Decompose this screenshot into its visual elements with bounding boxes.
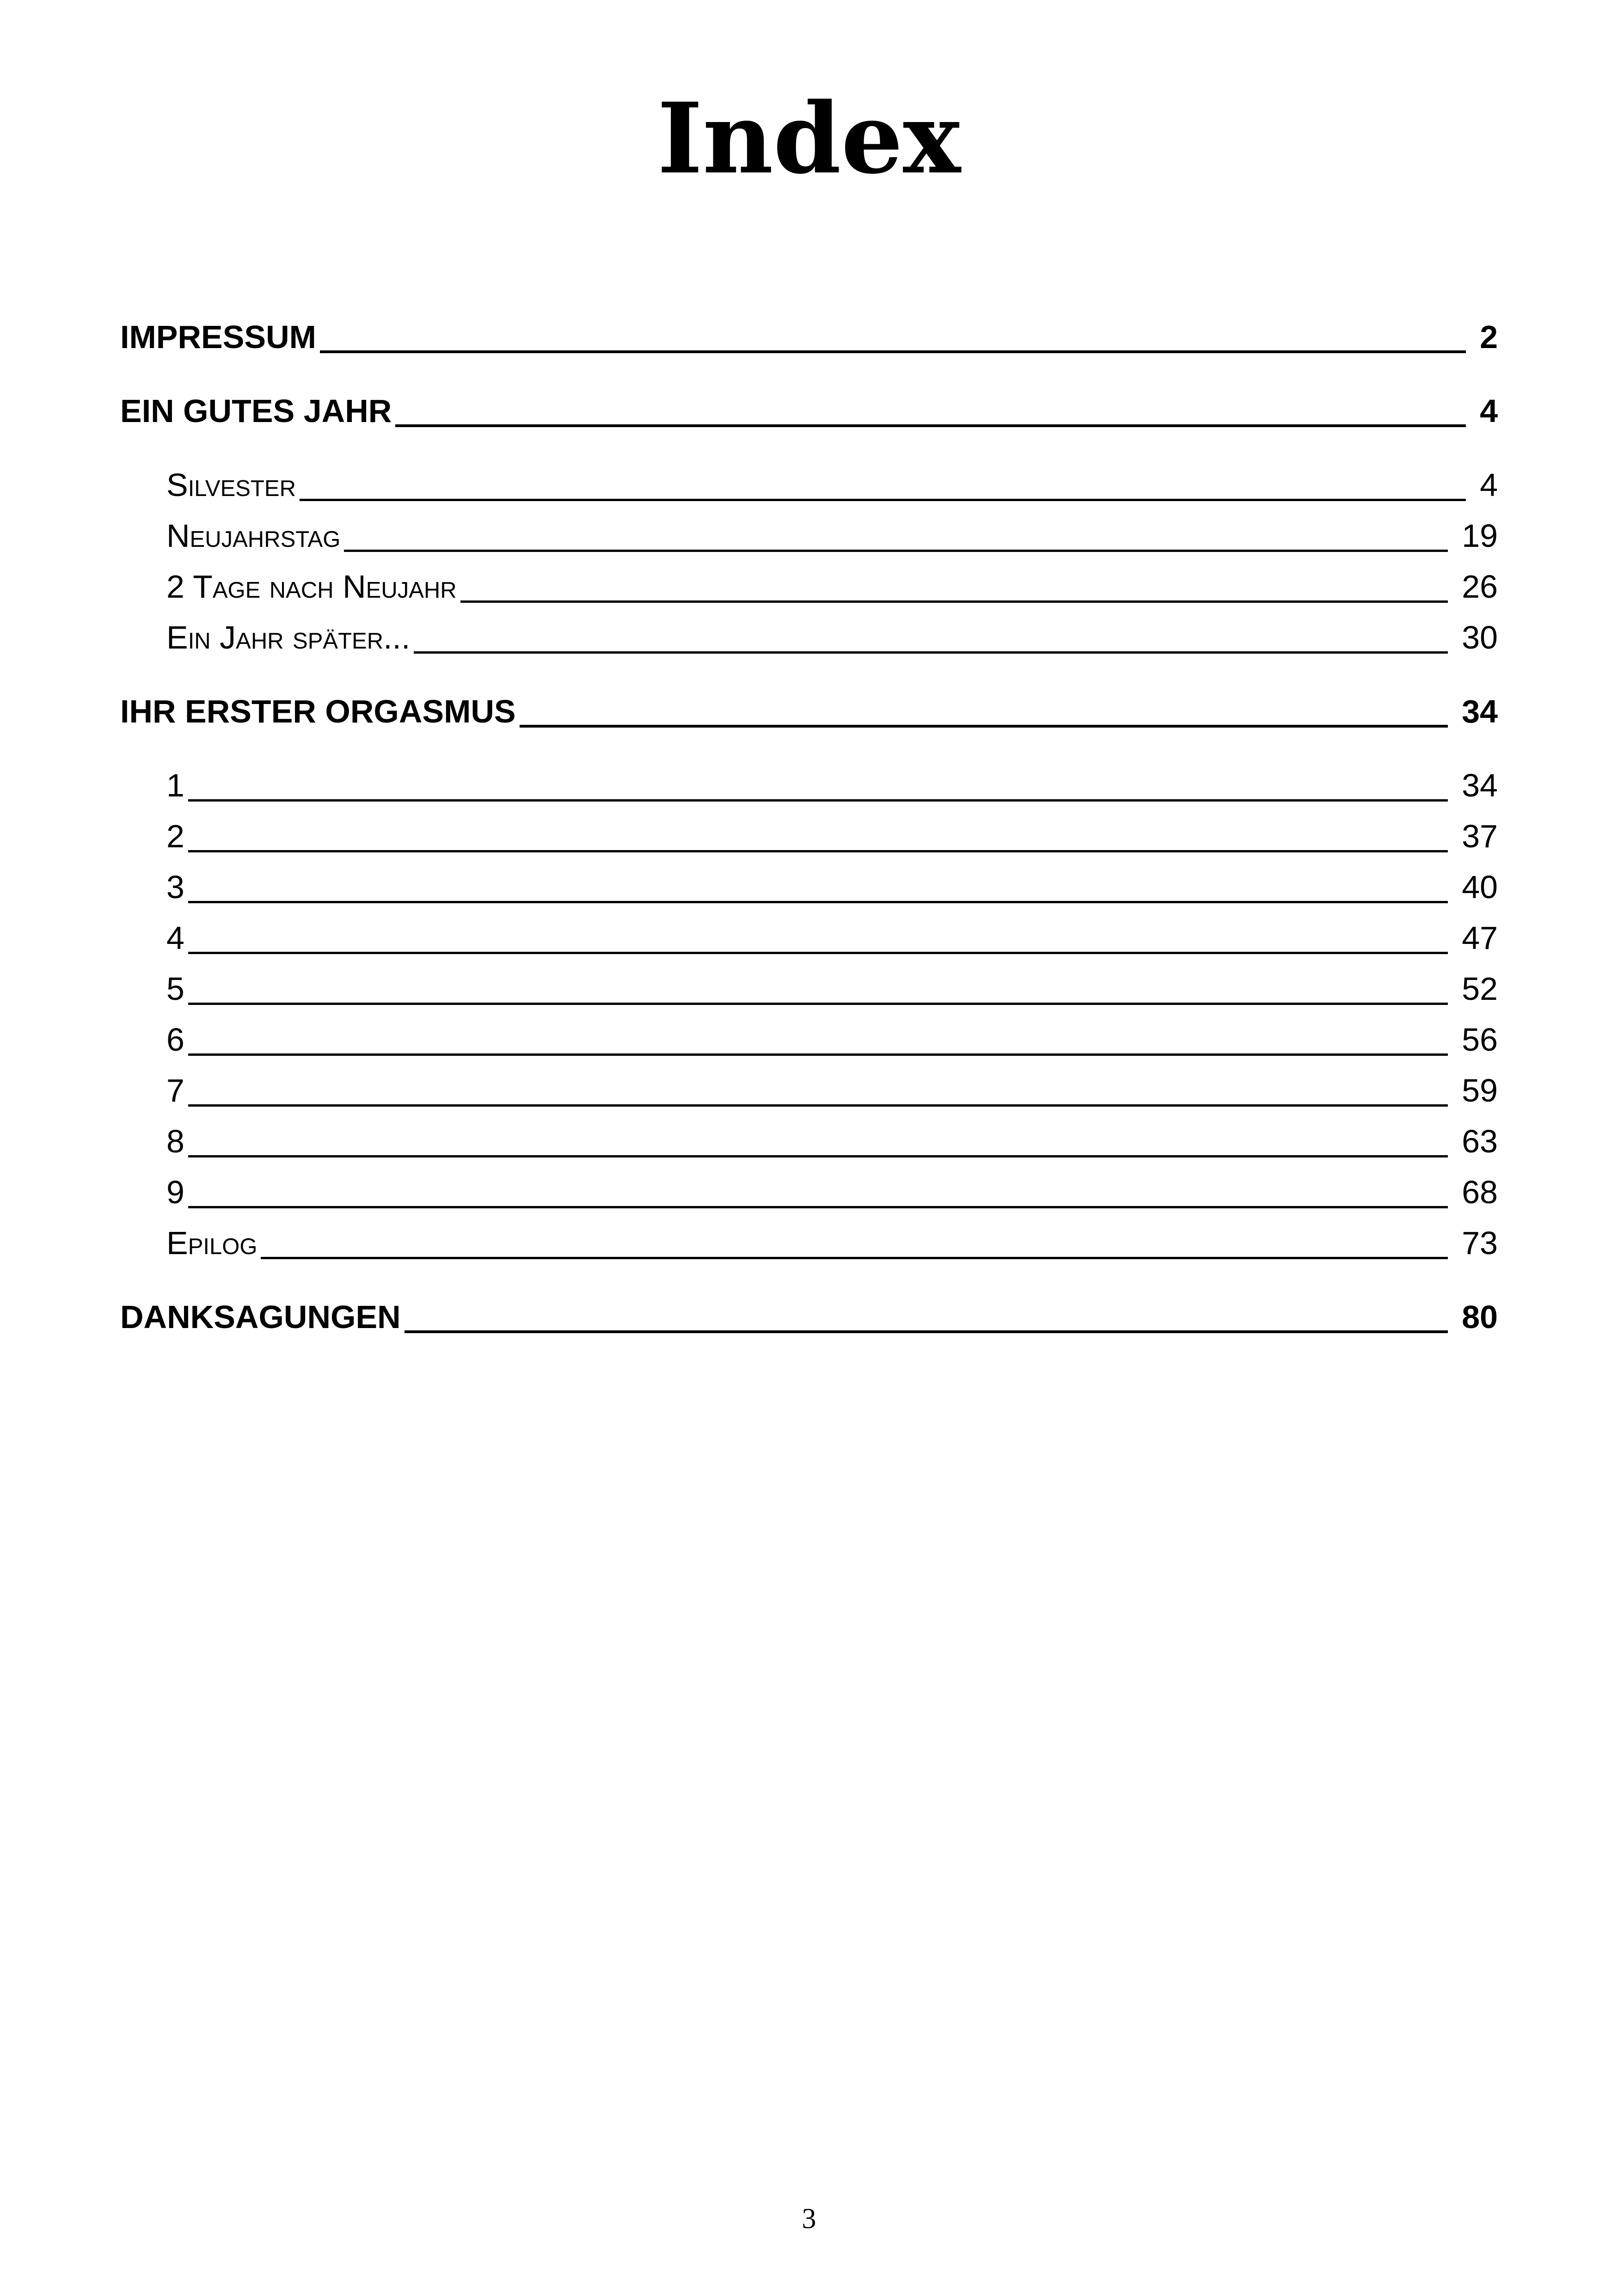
toc-page-number: 52 [1462,971,1498,1007]
toc-entry-label: 7 [166,1072,184,1108]
toc-entry-ein-gutes-jahr[interactable] [120,384,1498,430]
toc-entry-label: EIN GUTES JAHR [120,393,392,429]
toc-page-number: 40 [1462,869,1498,905]
toc-page-number: 37 [1462,818,1498,854]
toc-entry-silvester[interactable] [166,458,1498,504]
toc-entry-chapter-1[interactable] [166,758,1498,804]
toc-leader-line [395,424,1466,427]
toc-leader-line [188,1053,1448,1056]
toc-entry-chapter-4[interactable] [166,911,1498,957]
toc-entry-label: Ein Jahr später... [166,619,411,655]
toc-entry-label: 2 [166,818,184,854]
toc-page-number: 59 [1462,1072,1498,1108]
toc-page-number: 34 [1462,767,1498,803]
toc-entry-impressum[interactable] [120,310,1498,356]
toc-page-number: 68 [1462,1174,1498,1210]
toc-entry-ein-jahr-spaeter[interactable] [166,610,1498,656]
toc-entry-danksagungen[interactable] [120,1290,1498,1336]
toc-entry-chapter-6[interactable] [166,1012,1498,1059]
toc-leader-line [188,1002,1448,1005]
toc-entry-label: Epilog [166,1225,257,1261]
toc-entry-label: IMPRESSUM [120,319,316,355]
toc-entry-label: 6 [166,1022,184,1058]
toc-page-number: 19 [1462,518,1498,554]
toc-entry-label: DANKSAGUNGEN [120,1299,401,1335]
toc-page-number: 30 [1462,619,1498,655]
toc-entry-chapter-2[interactable] [166,809,1498,855]
toc-leader-line [404,1330,1448,1333]
toc-page-number: 34 [1462,693,1498,729]
toc-leader-line [520,724,1448,728]
toc-page-number: 4 [1480,393,1498,429]
toc-entry-label: 2 Tage nach Neujahr [166,569,457,605]
toc-entry-label: IHR ERSTER ORGASMUS [120,693,516,729]
toc-leader-line [188,1155,1448,1157]
toc-leader-line [188,799,1448,802]
page-title: Index [657,81,961,196]
toc-leader-line [188,900,1448,903]
toc-leader-line [320,350,1466,353]
toc-entry-chapter-3[interactable] [166,860,1498,906]
toc-leader-line [460,600,1448,603]
toc-entry-label: 9 [166,1174,184,1210]
toc-page-number: 4 [1480,467,1498,503]
toc-entry-label: 5 [166,971,184,1007]
toc-leader-line [188,1206,1448,1208]
toc-entry-epilog[interactable] [166,1216,1498,1262]
toc-entry-chapter-7[interactable] [166,1063,1498,1109]
toc-entry-label: 4 [166,920,184,956]
toc-leader-line [188,951,1448,954]
toc-entry-label: 8 [166,1123,184,1159]
toc-leader-line [261,1256,1448,1259]
toc-leader-line [300,498,1466,501]
toc-entry-label: 3 [166,869,184,905]
toc-leader-line [414,651,1448,654]
toc-page-number: 2 [1480,319,1498,355]
toc-entry-2-tage-nach-neujahr[interactable] [166,559,1498,606]
toc-page-number: 26 [1462,569,1498,605]
toc-leader-line [188,1104,1448,1107]
toc-page-number: 56 [1462,1022,1498,1058]
toc-entry-label: 1 [166,767,184,803]
page-number-footer: 3 [802,2203,816,2235]
toc-entry-chapter-9[interactable] [166,1165,1498,1211]
toc-page-number: 47 [1462,920,1498,956]
toc-entry-chapter-8[interactable] [166,1114,1498,1160]
toc-page-number: 73 [1462,1225,1498,1261]
toc-entry-ihr-erster-orgasmus[interactable] [120,684,1498,730]
toc-entry-chapter-5[interactable] [166,961,1498,1008]
toc-page-number: 63 [1462,1123,1498,1159]
toc-leader-line [188,850,1448,852]
toc-leader-line [344,549,1448,552]
toc-entry-label: Silvester [166,467,296,503]
toc-page-number: 80 [1462,1299,1498,1335]
toc-entry-label: Neujahrstag [166,518,341,554]
toc-entry-neujahrstag[interactable] [166,508,1498,555]
